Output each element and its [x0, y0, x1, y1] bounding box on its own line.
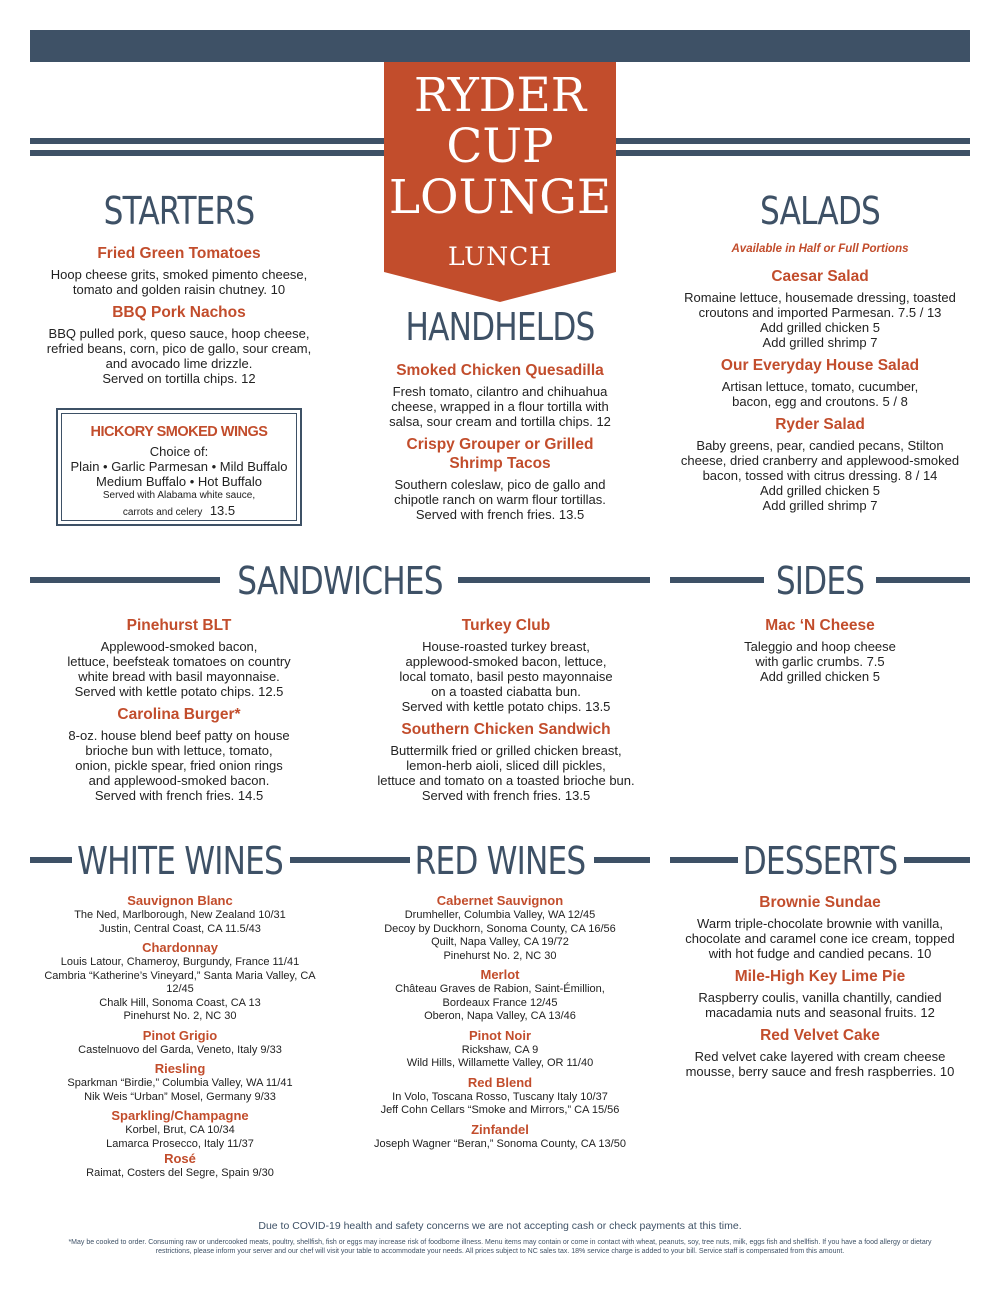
item-desc-line: Hoop cheese grits, smoked pimento cheese,	[50, 267, 308, 282]
wings-flavors-2: Medium Buffalo • Hot Buffalo	[96, 474, 262, 489]
menu-item-name: Red Velvet Cake	[760, 1027, 880, 1044]
wine-varietal: Pinot Noir	[468, 1027, 532, 1043]
item-desc-line: Add grilled shrimp 7	[762, 335, 878, 350]
wine-varietal: Cabernet Sauvignon	[436, 893, 564, 908]
menu-item-name: Crispy Grouper or Grilled	[406, 436, 594, 453]
item-desc-line: mousse, berry sauce and fresh raspberries. 10	[685, 1064, 955, 1079]
menu-item-name: Mac ‘N Cheese	[765, 617, 875, 634]
wine-line: Pinehurst No. 2, NC 30	[443, 949, 557, 962]
section-title-sandwiches: SANDWICHES	[237, 559, 443, 603]
wine-varietal: Rosé	[164, 1151, 196, 1166]
wine-line: Decoy by Duckhorn, Sonoma County, CA 16/56	[384, 922, 616, 935]
sandwiches-rule-right	[458, 577, 650, 583]
wine-line: Rickshaw, CA 9	[461, 1043, 539, 1056]
item-desc-line: tomato and golden raisin chutney. 10	[72, 282, 286, 297]
menu-item-name: Ryder Salad	[775, 416, 865, 433]
menu-item-name: Shrimp Tacos	[449, 455, 551, 472]
item-desc-line: Red velvet cake layered with cream cheese	[694, 1049, 946, 1064]
wine-line: In Volo, Toscana Rosso, Tuscany Italy 10/37	[392, 1090, 608, 1103]
wings-box	[56, 408, 302, 526]
section-title-salads: SALADS	[760, 189, 880, 233]
header-stripe-left-1	[30, 138, 384, 144]
desserts-column	[670, 893, 970, 1079]
wine-line: Drumheller, Columbia Valley, WA 12/45	[404, 909, 596, 921]
banner-title-line-3: LOUNGE	[388, 170, 612, 225]
salads-column	[670, 243, 970, 513]
desserts-rule-left	[670, 857, 738, 863]
menu-item-name: Pinehurst BLT	[126, 617, 232, 634]
wine-line: Quilt, Napa Valley, CA 19/72	[431, 936, 569, 948]
wine-varietal: Sparkling/Champagne	[111, 1108, 249, 1123]
menu-item-name: BBQ Pork Nachos	[112, 304, 246, 321]
item-desc-line: cheese, dried cranberry and applewood-smoked	[680, 453, 960, 468]
menu-item-name: Fried Green Tomatoes	[97, 245, 261, 262]
top-header-bar	[30, 30, 970, 62]
item-desc-line: macadamia nuts and seasonal fruits. 12	[705, 1005, 935, 1020]
wine-line: Château Graves de Rabion, Saint-Émillion,	[395, 983, 605, 995]
item-desc-line: Served with french fries. 13.5	[421, 788, 591, 803]
item-desc-line: local tomato, basil pesto mayonnaise	[399, 669, 613, 684]
item-desc-line: croutons and imported Parmesan. 7.5 / 13	[698, 305, 942, 320]
menu-item-name: Brownie Sundae	[759, 894, 881, 911]
allergy-disclaimer: *May be cooked to order. Consuming raw or undercooked meats, poultry, shellfish, fish or eggs may increase risk of foodborne illness. Menu items may contain or come in contact with wheat, peanuts, soy, tree nuts, milk, eggs fish and shellfish. If you have a food allergy or dietary restrictions, please inform your server and our chef will visit your table to accommodate your needs. All prices subject to NC sales tax. 18% service charge is added to your bill. Service staff is compensated from this amount.	[68, 1239, 932, 1255]
sides-rule-right	[876, 577, 970, 583]
restaurant-name	[384, 70, 616, 223]
item-desc-line: and avocado lime drizzle.	[105, 356, 253, 371]
item-desc-line: Fresh tomato, cilantro and chihuahua	[392, 384, 608, 399]
menu-item-name: Carolina Burger*	[117, 706, 241, 723]
sandwiches-rule-left	[30, 577, 220, 583]
red-wines-column	[345, 893, 655, 1151]
item-desc-line: with hot fudge and candied pecans. 10	[708, 946, 932, 961]
item-desc-line: lettuce, beefsteak tomatoes on country	[67, 654, 291, 669]
wine-varietal: Sauvignon Blanc	[127, 893, 233, 908]
wine-line: Wild Hills, Willamette Valley, OR 11/40	[406, 1057, 594, 1069]
item-desc-line: Served with kettle potato chips. 13.5	[401, 699, 611, 714]
banner-title-line-2: CUP	[446, 119, 554, 174]
item-desc-line: Buttermilk fried or grilled chicken breast,	[390, 743, 622, 758]
wine-varietal: Riesling	[154, 1061, 206, 1076]
item-desc-line: white bread with basil mayonnaise.	[78, 669, 280, 684]
red-wines-rule-right	[594, 857, 650, 863]
starters-column	[30, 244, 328, 386]
item-desc-line: with garlic crumbs. 7.5	[755, 654, 885, 669]
item-desc-line: chocolate and caramel cone ice cream, topped	[685, 931, 955, 946]
wine-line: Raimat, Costers del Segre, Spain 9/30	[86, 1167, 274, 1179]
section-title-handhelds: HANDHELDS	[405, 305, 595, 349]
title-banner	[384, 62, 616, 302]
item-desc-line: Artisan lettuce, tomato, cucumber,	[721, 379, 919, 394]
wine-line: Bordeaux France 12/45	[442, 996, 558, 1009]
item-desc-line: House-roasted turkey breast,	[422, 639, 590, 654]
item-desc-line: Baby greens, pear, candied pecans, Stilton	[696, 438, 944, 453]
item-desc-line: lemon-herb aioli, sliced dill pickles,	[406, 758, 606, 773]
wine-line: Justin, Central Coast, CA 11.5/43	[99, 922, 261, 935]
item-desc-line: Raspberry coulis, vanilla chantilly, candied	[698, 990, 942, 1005]
item-desc-line: Add grilled chicken 5	[760, 669, 880, 684]
covid-payment-notice: Due to COVID-19 health and safety concerns we are not accepting cash or check payments at this time.	[258, 1220, 742, 1232]
wings-sides: carrots and celery	[122, 507, 203, 518]
wine-line: Joseph Wagner “Beran,” Sonoma County, CA 13/50	[374, 1137, 626, 1150]
banner-subtitle: LUNCH	[447, 242, 553, 271]
item-desc-line: Add grilled chicken 5	[760, 320, 880, 335]
item-desc-line: Taleggio and hoop cheese	[744, 639, 896, 654]
handhelds-column	[350, 361, 650, 522]
wine-line: Lamarca Prosecco, Italy 11/37	[106, 1137, 254, 1150]
item-desc-line: 8-oz. house blend beef patty on house	[68, 728, 290, 743]
sides-rule-left	[670, 577, 764, 583]
wine-line: Nik Weis “Urban” Mosel, Germany 9/33	[84, 1090, 276, 1103]
white-wines-rule-right	[290, 857, 410, 863]
item-desc-line: on a toasted ciabatta bun.	[431, 684, 581, 699]
wine-line: Pinehurst No. 2, NC 30	[123, 1010, 237, 1022]
item-desc-line: chipotle ranch on warm flour tortillas.	[394, 492, 606, 507]
wine-varietal: Pinot Grigio	[142, 1027, 218, 1043]
sandwiches-left-column	[30, 616, 328, 803]
section-title-white-wines: WHITE WINES	[77, 839, 283, 883]
wine-line: Chalk Hill, Sonoma Coast, CA 13	[99, 996, 261, 1009]
item-desc-line: onion, pickle spear, fried onion rings	[75, 758, 283, 773]
item-desc-line: Applewood-smoked bacon,	[100, 639, 258, 654]
sides-column	[670, 616, 970, 684]
desserts-rule-right	[904, 857, 970, 863]
menu-item-name: Smoked Chicken Quesadilla	[396, 362, 604, 379]
item-desc-line: Add grilled shrimp 7	[762, 498, 878, 513]
section-title-sides: SIDES	[775, 559, 865, 603]
header-stripe-right-1	[616, 138, 970, 144]
wings-served-with: Served with Alabama white sauce,	[102, 490, 256, 501]
wings-flavors-1: Plain • Garlic Parmesan • Mild Buffalo	[70, 459, 288, 474]
item-desc-line: Warm triple-chocolate brownie with vanilla,	[697, 916, 943, 931]
item-desc-line: salsa, sour cream and tortilla chips. 12	[389, 414, 611, 429]
item-desc-line: bacon, tossed with citrus dressing. 8 / 14	[702, 468, 938, 483]
wine-line: Cambria “Katherine’s Vineyard,” Santa Maria Valley, CA	[44, 969, 316, 982]
wine-line: Castelnuovo del Garda, Veneto, Italy 9/33	[78, 1043, 282, 1056]
wine-line: The Ned, Marlborough, New Zealand 10/31	[74, 909, 286, 921]
menu-item-name: Mile-High Key Lime Pie	[734, 968, 906, 985]
white-wines-column	[20, 893, 340, 1181]
item-desc-line: applewood-smoked bacon, lettuce,	[405, 654, 607, 669]
wine-varietal: Red Blend	[467, 1074, 533, 1090]
wine-line: Sparkman “Birdie,” Columbia Valley, WA 11/41	[67, 1077, 293, 1089]
item-desc-line: brioche bun with lettuce, tomato,	[85, 743, 273, 758]
menu-item-name: Our Everyday House Salad	[720, 357, 920, 374]
item-desc-line: Southern coleslaw, pico de gallo and	[394, 477, 606, 492]
item-desc-line: Served with french fries. 14.5	[94, 788, 264, 803]
section-title-desserts: DESSERTS	[742, 839, 898, 883]
menu-item-name: Turkey Club	[461, 617, 551, 634]
wine-line: 12/45	[166, 983, 194, 995]
item-desc-line: Add grilled chicken 5	[760, 483, 880, 498]
item-desc-line: Served with kettle potato chips. 12.5	[74, 684, 284, 699]
wine-varietal: Zinfandel	[471, 1121, 529, 1137]
wings-box-inner	[61, 413, 297, 521]
wine-line: Louis Latour, Chameroy, Burgundy, France 11/41	[60, 956, 300, 968]
item-desc-line: and applewood-smoked bacon.	[88, 773, 270, 788]
item-desc-line: lettuce and tomato on a toasted brioche bun.	[377, 773, 635, 788]
wings-served-line	[62, 502, 296, 520]
item-desc-line: cheese, wrapped in a flour tortilla with	[391, 399, 609, 414]
salads-portion-note: Available in Half or Full Portions	[731, 243, 909, 255]
header-stripe-left-2	[30, 150, 384, 156]
item-desc-line: Romaine lettuce, housemade dressing, toasted	[684, 290, 956, 305]
menu-item-name: Caesar Salad	[771, 268, 869, 285]
section-title-starters: STARTERS	[103, 189, 255, 233]
wings-choice: Choice of:	[149, 444, 209, 459]
item-desc-line: BBQ pulled pork, queso sauce, hoop cheese,	[48, 326, 310, 341]
menu-item-name: Southern Chicken Sandwich	[401, 721, 611, 738]
header-stripe-right-2	[616, 150, 970, 156]
item-desc-line: Served on tortilla chips. 12	[102, 371, 256, 386]
sandwiches-right-column	[350, 616, 662, 803]
wings-price: 13.5	[209, 503, 236, 518]
section-title-red-wines: RED WINES	[414, 839, 586, 883]
wine-line: Korbel, Brut, CA 10/34	[125, 1124, 235, 1136]
item-desc-line: Served with french fries. 13.5	[415, 507, 585, 522]
item-desc-line: bacon, egg and croutons. 5 / 8	[732, 394, 908, 409]
wine-varietal: Chardonnay	[142, 940, 218, 955]
wings-title: HICKORY SMOKED WINGS	[90, 424, 268, 440]
wine-line: Oberon, Napa Valley, CA 13/46	[424, 1010, 576, 1022]
wine-varietal: Merlot	[480, 967, 520, 982]
item-desc-line: refried beans, corn, pico de gallo, sour cream,	[46, 341, 312, 356]
wine-line: Jeff Cohn Cellars “Smoke and Mirrors,” CA 15/56	[380, 1104, 620, 1116]
banner-title-line-1: RYDER	[413, 68, 587, 123]
